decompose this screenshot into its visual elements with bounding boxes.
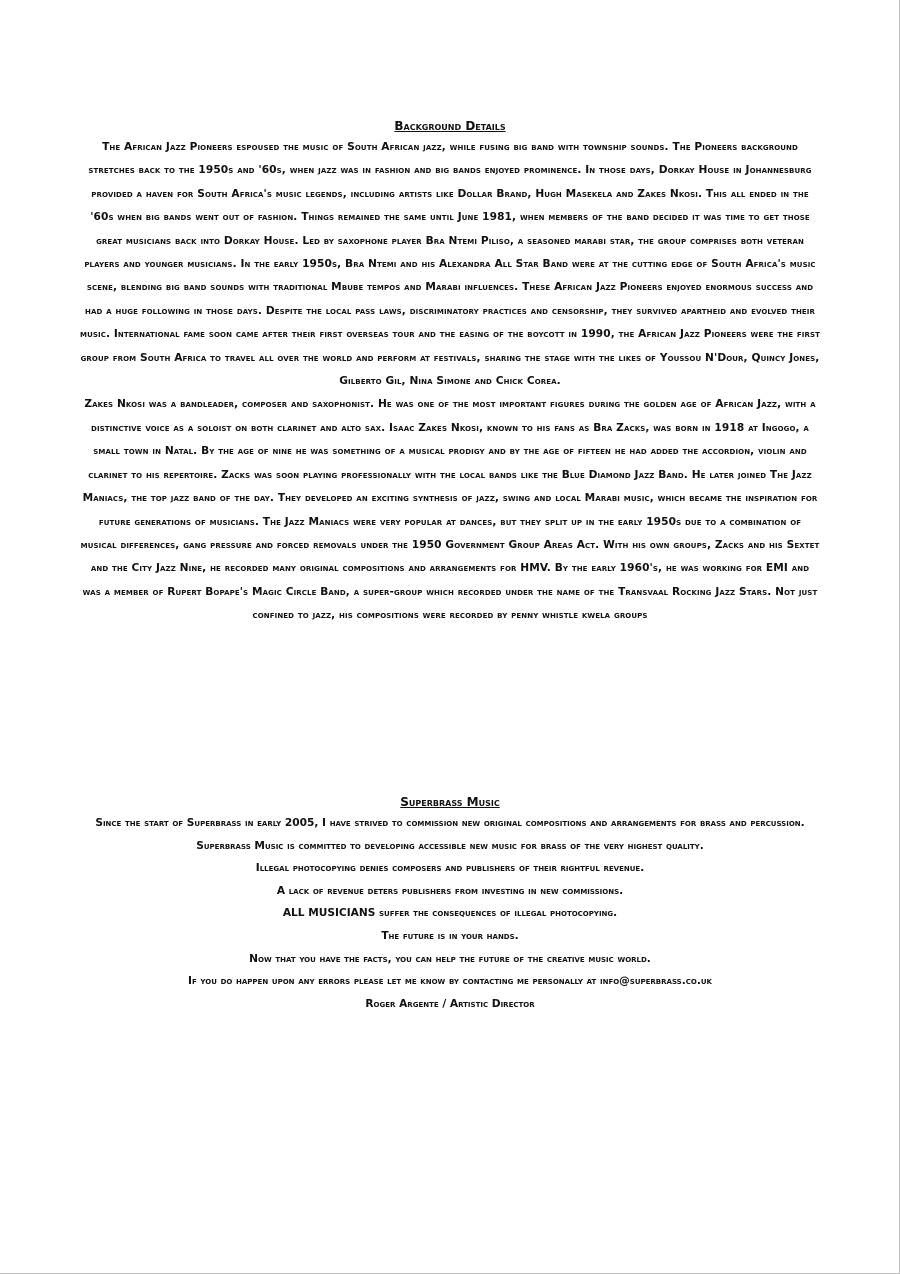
superbrass-line-facts: Now that you have the facts, you can help the future of the creative music world. [249,952,651,965]
superbrass-line-musicians [80,902,820,925]
background-heading: Background Details [394,119,506,133]
all-musicians-emphasis: ALL MUSICIANS [282,907,376,920]
superbrass-heading: Superbrass Music [400,795,500,809]
superbrass-section [80,792,820,1015]
superbrass-line-photocopying: Illegal photocopying denies composers and publishers of their rightful revenue. [255,862,645,875]
background-section [80,116,820,628]
superbrass-line-errors-contact: If you do happen upon any errors please let me know by contacting me personally at info@superbrass.co.uk [188,975,712,988]
signature-line: Roger Argente / Artistic Director [365,997,535,1010]
superbrass-line-committed: Superbrass Music is committed to developing accessible new music for brass of the very highest quality. [196,839,704,852]
superbrass-line-future: The future is in your hands. [381,929,519,942]
musicians-consequences-text: suffer the consequences of illegal photocopying. [375,907,618,920]
superbrass-line-commission: Since the start of Superbrass in early 2005, I have strived to commission new original compositions and arrangements for brass and percussion. [95,817,805,829]
background-paragraph-zakes-nkosi: Zakes Nkosi was a bandleader, composer and saxophonist. He was one of the most important figures during the golden age of African Jazz, with a distinctive voice as a soloist on both clarinet and alto sax. Isaac Zakes Nkosi, known to his fans as Bra Zacks, was born in 1918 at Ingogo, a small town in Natal. By the age of nine he was something of a musical prodigy and by the age of fifteen he had added the accordion, violin and clarinet to his repertoire. Zacks was soon playing professionally with the local bands like the Blue Diamond Jazz Band. He later joined The Jazz Maniacs, the top jazz band of the day. They developed an exciting synthesis of jazz, swing and local Marabi music, which became the inspiration for future generations of musicians. The Jazz Maniacs were very popular at dances, but they split up in the early 1950s due to a combination of musical differences, gang pressure and forced removals under the 1950 Government Group Areas Act. With his own groups, Zacks and his Sextet and the City Jazz Nine, he recorded many original compositions and arrangements for HMV. By the early 1960's, he was working for EMI and was a member of Rupert Bopape's Magic Circle Band, a super-group which recorded under the name of the Transvaal Rocking Jazz Stars. Not just confined to jazz, his compositions were recorded by penny whistle kwela groups [80,398,820,622]
background-paragraph-pioneers: The African Jazz Pioneers espoused the music of South African jazz, while fusing big band with township sounds. The Pioneers background stretches back to the 1950s and '60s, when jazz was in fashion and big bands enjoyed prominence. In those days, Dorkay House in Johannesburg provided a haven for South Africa's music legends, including artists like Dollar Brand, Hugh Masekela and Zakes Nkosi. This all ended in the '60s when big bands went out of fashion. Things remained the same until June 1981, when members of the band decided it was time to get those great musicians back into Dorkay House. Led by saxophone player Bra Ntemi Piliso, a seasoned marabi star, the group comprises both veteran players and younger musicians. In the early 1950s, Bra Ntemi and his Alexandra All Star Band were at the cutting edge of South Africa's music scene, blending big band sounds with traditional Mbube tempos and Marabi influences. These African Jazz Pioneers enjoyed enormous success and had a huge following in those days. Despite the local pass laws, discriminatory practices and censorship, they survived apartheid and evolved their music. International fame soon came after their first overseas tour and the easing of the boycott in 1990, the African Jazz Pioneers were the first group from South Africa to travel all over the world and perform at festivals, sharing the stage with the likes of Youssou N'Dour, Quincy Jones, Gilberto Gil, Nina Simone and Chick Corea. [80,141,820,388]
superbrass-line-revenue: A lack of revenue deters publishers from investing in new commissions. [276,884,624,897]
